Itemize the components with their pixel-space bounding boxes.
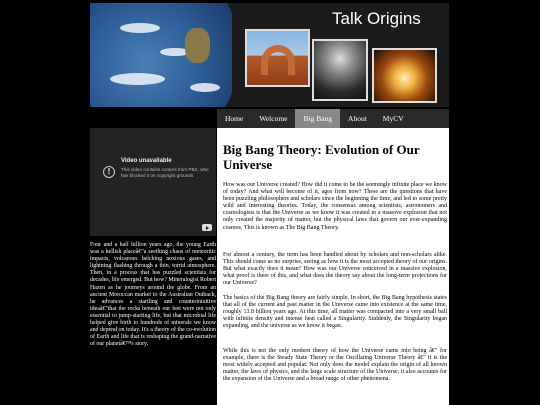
earth-image [90, 3, 232, 107]
article-paragraph: While this is not the only modern theory of how the Universe came into being â€" for example, there is the Steady State Theory or the Oscillating Universe Theory â€" it is the most widely accepted and popular. Not only does the model explain the origin of all known matter, the laws of physics, and the large scale structure of the Universe, it also accounts for the expansion of the Universe and a broad range of other phenomena. [223, 348, 447, 383]
moon-photo [312, 39, 368, 101]
article-paragraph: How was our Universe created? How did it come to be the seemingly infinite place we know of today? And what will become of it, ages from now? These are the questions that have been puzzling philosophers and scholars since the beginning the time, and led to some pretty wild and interesting theories. Today, the consensus among scientists, astronomers and cosmologists is that the Universe as we know it was created in a massive explosion that not only created the majority of matter, but the physical laws that govern our ever-expanding cosmos. This is known as The Big Bang Theory. [223, 182, 447, 231]
youtube-icon[interactable] [202, 224, 212, 231]
article [217, 128, 449, 405]
video-embed[interactable] [90, 128, 216, 236]
nav-big-bang[interactable]: Big Bang [295, 109, 340, 128]
main-nav [217, 109, 449, 128]
article-paragraph: The basics of the Big Bang theory are fairly simple. In short, the Big Bang hypothesis states that all of the current and past matter in the Universe came into existence at the same time, roughly 13.8 billion years ago. At this time, all matter was compacted into a very small ball with infinite density and intense heat called a Singularity. Suddenly, the Singularity began expanding, and the universe as we know it began. [223, 295, 447, 330]
nav-about[interactable]: About [348, 114, 367, 123]
arch-photo [245, 29, 310, 87]
info-icon: ! [103, 166, 115, 178]
video-title: Video unavailable [121, 158, 172, 164]
article-paragraph: For almost a century, the term has been bandied about by scholars and non-scholars alike. This should come as no surprise, seeing as how it is the most accepted theory of our origins. But what exactly does it mean? How was our Universe conceived in a massive explosion, what proof is there of this, and what does the theory say about the long-term projections for our Universe? [223, 252, 447, 287]
nebula-photo [372, 48, 437, 103]
site-header [90, 3, 449, 107]
nav-mycv[interactable]: MyCV [382, 114, 404, 123]
sidebar-text: Four and a half billion years ago, the young Earth was a hellish placeâ€"a seething chaos of meteoritic impacts, volcanoes belching noxious gases, and lightning flashing through a thin, torrid atmosphere. Then, in a process that has puzzled scientists for decades, life emerged. But how? Mineralogist Robert Hazen as he journeys around the globe. From an ancient Moroccan market to the Australian Outback, he advances a startling and counterintuitive ideaâ€"that the rocks beneath our feet were not only essential to jump-starting life, but that microbial life helped give birth to hundreds of minerals we know and depend on today. It's a theory of the co-evolution of Earth and life that is reshaping the grand-narrative of our planetâ€™s story. [90, 242, 216, 348]
nav-welcome[interactable]: Welcome [259, 114, 288, 123]
video-message: This video contains content from PBS, who has blocked it on copyright grounds [121, 167, 209, 178]
article-heading: Big Bang Theory: Evolution of Our Universe [223, 142, 420, 172]
site-title: Talk Origins [332, 9, 421, 28]
nav-home[interactable]: Home [225, 114, 244, 123]
